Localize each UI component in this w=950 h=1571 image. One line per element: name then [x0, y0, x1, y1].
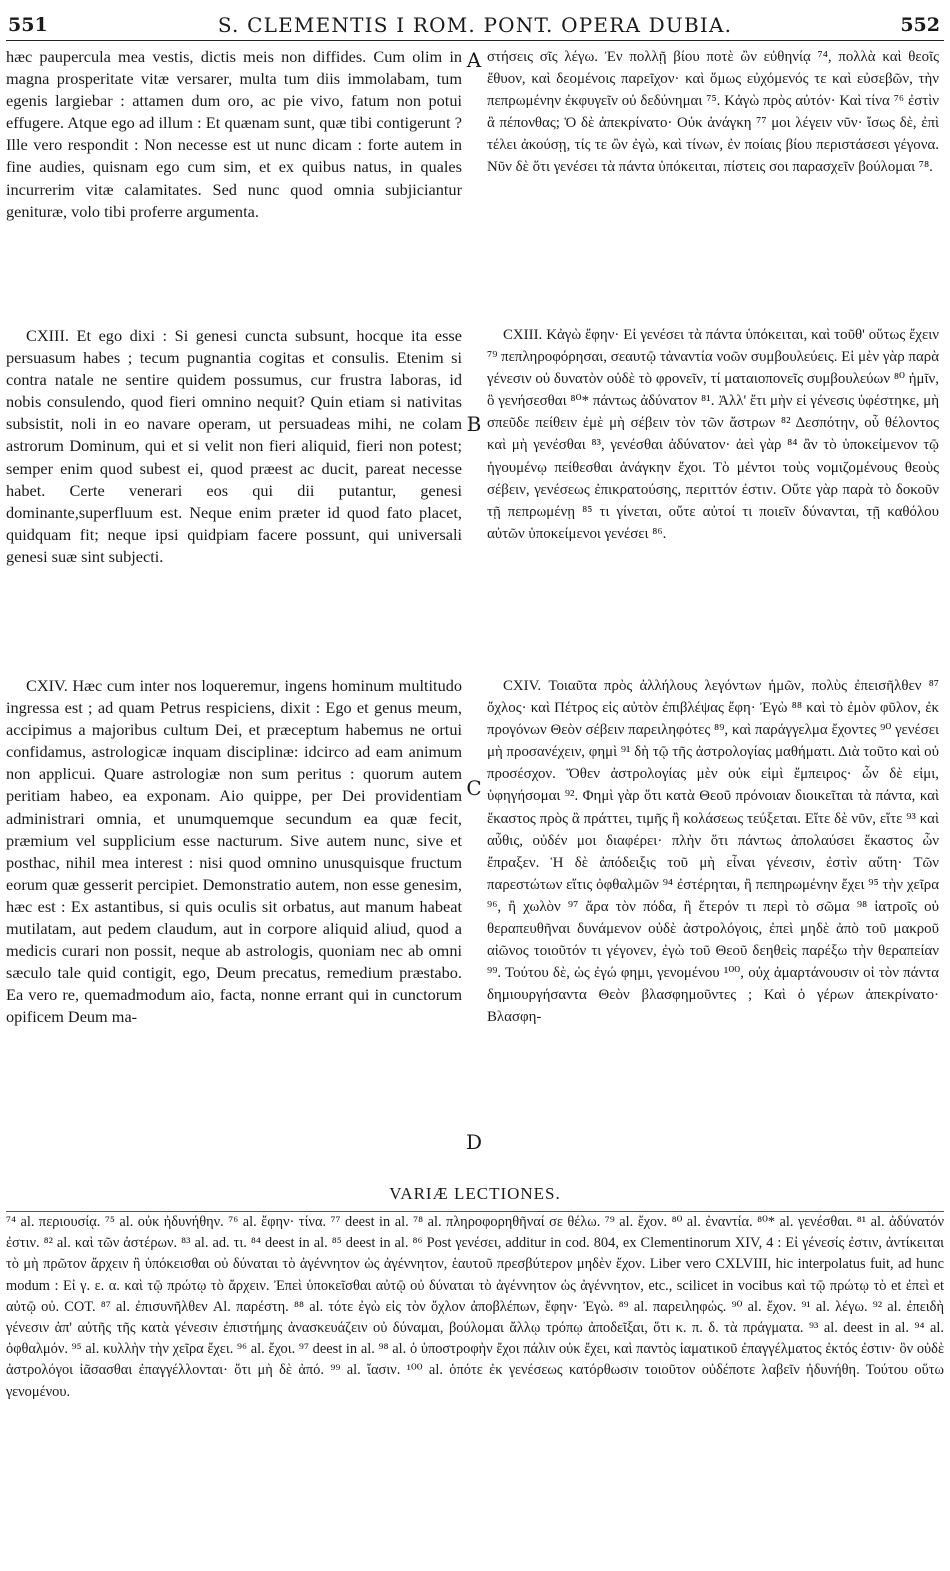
margin-letter-a: A — [466, 48, 482, 72]
variae-lectiones-title: VARIÆ LECTIONES. — [389, 1184, 561, 1203]
greek-section-cxiii: CXIII. Κἀγὼ ἔφην· Εἰ γενέσει τὰ πάντα ὑπόκειται, καὶ τοῦθ' οὕτως ἔχειν ⁷⁹ πεπληροφόρησαι, σεαυτῷ τἀναντία νοῶν συμβουλεύεις. Εἰ μὲν γὰρ παρὰ γένεσιν οὐ δυνατὸν οὐδὲ τὸ φρονεῖν, τί ματαιοπονεῖς συμβουλεύων ⁸⁰ ἡμῖν, ὃ γενήσεσθαι ⁸⁰* πάντως ἀδύνατον ⁸¹. Ἀλλ' ἔτι μὴν εἰ γένεσις ὑφέστηκε, μὴ σπεῦδε πείθειν ἐμὲ μὴ σέβειν τὸν τῶν ἄστρων ⁸² Δεσπότην, οὗ θέλοντος καὶ μὴ γενέσθαι ⁸³, γενέσθαι ἀδύνατον· ἀεὶ γὰρ ⁸⁴ ἂν τὸ ὑποκείμενον τῷ ἡγουμένῳ πείθεσθαι ἀνάγκην ἔχοι. Τὸ μέντοι τοὺς νομιζομένους θεοὺς σέβειν, γενέσεως ἐπικρατούσης, περιττόν ἐστιν. Οὔτε γὰρ παρὰ τὸ δοκοῦν τῇ πεπρωμένῃ ⁸⁵ τι γίνεται, οὔτε αὐτοί τι ποιεῖν δύνανται, τῇ καθόλου αὐτῶν ὑποκείμενοι γενέσει ⁸⁶. — [487, 327, 939, 542]
latin-section-cxiv: CXIV. Hæc cum inter nos loqueremur, ingens hominum multitudo ingressa est ; ad quam Petrus respiciens, dixit : Ego et genus meum, accipimus a majoribus cultum Dei, et præceptum habemus ne ortui confidamus, astrologicæ inquam disciplinæ: idcirco ad eam animum non applicui. Quare astrologiæ non sum peritus : quorum autem peritiam habeo, ea exponam. Aio quippe, per Dei providentiam administrari omnia, et unumquemque secundum ea quæ fecit, præmium vel supplicium esse nacturum. Sive autem nunc, sive et posthac, nihil mea interest : nisi quod omnino unusquisque fructum eorum quæ gesserit percipiet. Demonstratio autem, non esse genesim, hæc est : Ex astantibus, si quis oculis sit orbatus, aut manum habeat mutilatam, aut pedem claudum, aut in corpore aliquid aliud, quod a medicis curari non possit, neque ab astrologis, quoniam nec ab omni sæculo tale quid contigit, ego, Deum precatus, remedium præstabo. Ea vero re, quemadmodum aio, facta, nonne errant qui in cunctorum opificem Deum ma- — [6, 676, 462, 1027]
page-number-right: 552 — [900, 14, 940, 36]
latin-column — [6, 46, 462, 1042]
running-title: S. CLEMENTIS I ROM. PONT. OPERA DUBIA. — [217, 13, 733, 37]
greek-column — [487, 46, 939, 1042]
margin-letter-b: B — [466, 412, 482, 436]
greek-section-cxiv: CXIV. Τοιαῦτα πρὸς ἀλλήλους λεγόντων ἡμῶν, πολὺς ἐπεισῆλθεν ⁸⁷ ὄχλος· καὶ Πέτρος εἰς αὐτὸν ἐπιβλέψας ἔφη· Ἐγὼ ⁸⁸ καὶ τὸ ἐμὸν φῦλον, ἐκ προγόνων Θεὸν σέβειν παρειληφότες ⁸⁹, καὶ παράγγελμα ἔχοντες ⁹⁰ γενέσει μὴ προσανέχειν, φημὶ ⁹¹ δὴ τῷ τῆς ἀστρολογίας μαθήματι. Διὰ τοῦτο καὶ οὐ προσέσχον. Ὅθεν ἀστρολογίας μὲν οὐκ εἰμὶ ἔμπειρος· ὧν δὲ εἰμι, ὑφηγήσομαι ⁹². Φημὶ γὰρ ὅτι κατὰ Θεοῦ πρόνοιαν διοικεῖται τὰ πάντα, καὶ ἕκαστος πρὸς ἃ πράττει, τιμῆς ἢ κολάσεως τεύξεται. Εἴτε δὲ νῦν, εἴτε ⁹³ καὶ αὖθις, οὐδέν μοι διαφέρει· πλὴν ὅτι πάντως ἀπολαύσει ἕκαστος ὧν ἔπραξεν. Ἡ δὲ ἀπόδειξις τοῦ μὴ εἶναι γένεσιν, ἐστὶν αὕτη· Τῶν παρεστώτων εἴτις ὀφθαλμῶν ⁹⁴ ἐστέρηται, ἢ πεπηρωμένην ἔχει ⁹⁵ τὴν χεῖρα ⁹⁶, ἢ χωλὸν ⁹⁷ ἄρα τὸν πόδα, ἢ ἕτερόν τι περὶ τὸ σῶμα ⁹⁸ ἰατροῖς οὐ θεραπευθῆναι δυνάμενον οὐδὲ ἀστρολόγοις, ἐπεὶ μηδὲ ἀπὸ τοῦ μακροῦ αἰῶνος τοιοῦτόν τι γέγονεν, ἐγὼ τοῦ Θεοῦ δεηθεὶς παρέξω τὴν θεραπείαν ⁹⁹. Τούτου δὲ, ὡς ἐγώ φημι, γενομένου ¹⁰⁰, οὐχ ἁμαρτάνουσιν οἱ τὸν πάντα δημιουργήσαντα Θεὸν βλασφημοῦντες ; Καὶ ὁ γέρων ἀπεκρίνατο· Βλασφη- — [487, 678, 939, 1026]
page-header — [6, 4, 944, 41]
page-number-left: 551 — [8, 14, 48, 36]
margin-letter-c: C — [466, 776, 482, 800]
latin-section-cxiii: CXIII. Et ego dixi : Si genesi cuncta subsunt, hocque ita esse persuasum habes ; tecum pugnantia cogitas et consulis. Etenim si contra natale ne sentire quidem possumus, cur frustra laboras, id nobis consulendo, quod fieri omnino nequit? Quin etiam si nativitas subsistit, noli in eo navare operam, ut persuadeas mihi, ne colam astrorum Dominum, qui et si velit non fieri aliquid, fieri non potest; semper enim quod subest ei, quod præest ac ducit, pareat necesse habet. Certe venerari eos qui dii putantur, genesi dominante,superfluum est. Neque enim præter id quod fato placet, quidquam fit; neque ipsi quidpiam facere possunt, qui universali genesi suæ sint subjecti. — [6, 326, 462, 566]
latin-paragraph-continuation: hæc paupercula mea vestis, dictis meis non diffides. Cum olim in magna prosperitate vitæ versarer, multa tum diis immolabam, tum egenis largiebar : attamen dum oro, ac pie vivo, fatum non potui effugere. Atque ego ad illum : Et quænam sunt, quæ tibi contigerunt ? Ille vero respondit : Non necesse est ut nunc dicam : forte autem in fine audies, quisnam ego cum sim, et ex quibus natus, in quales incurrerim vitæ calamitates. Sed nunc quod omnia subjiciantur genituræ, volo tibi proferre argumenta. — [6, 47, 462, 221]
variae-lectiones-notes: ⁷⁴ al. περιουσίᾳ. ⁷⁵ al. οὐκ ἠδυνήθην. ⁷⁶ al. ἔφην· τίνα. ⁷⁷ deest in al. ⁷⁸ al. πληροφορηθῆναί σε θέλω. ⁷⁹ al. ἔχον. ⁸⁰ al. ἐναντία. ⁸⁰* al. γενέσθαι. ⁸¹ al. ἀδύνατόν ἐστιν. ⁸² al. καὶ τῶν ἀστέρων. ⁸³ al. ad. τι. ⁸⁴ deest in al. ⁸⁵ deest in al. ⁸⁶ Post γενέσει, additur in cod. 804, ex Clementinorum XIV, 4 : Εἰ γένεσίς ἐστιν, ἀντίκειται τὸ μὴ πρῶτον ἄρχειν ἢ ὑπόκεισθαι οὐ δύναται τὸ ἀγέννητον ὡς ἀγέννητον, ἑαυτοῦ πρεσβύτερον μηδὲν ἔχον. Liber vero CXLVIII, hic interpolatus fuit, ad hunc modum : Εἰ γ. ε. α. καὶ τῷ πρώτῳ τὸ ἄρχειν. Ἐπεὶ ὑποκεῖσθαι αὐτῷ οὐ δύναται τὸ ἀγέννητον ὡς ἀγέννητον, etc., scilicet in vocibus καὶ τῷ πρώτῳ τὸ et ἐπεὶ et αὐτῷ οὐ. COT. ⁸⁷ al. ἐπισυνῆλθεν Al. παρέστη. ⁸⁸ al. τότε ἐγὼ εἰς τὸν ὄχλον ἀποβλέπων, ἔφην· Ἐγὼ. ⁸⁹ al. παρειληφώς. ⁹⁰ al. ἔχον. ⁹¹ al. λέγω. ⁹² al. ἐπειδὴ γένεσιν ἀπ' αὐτῆς τῆς κατὰ γένεσιν ἐπιστήμης ἀνασκευάζειν οὐ δύναμαι, βούλομαι ἄλλῳ τρόπῳ ἀποδεῖξαι, ὅτι κ. π. δ. τὰ πράγματα. ⁹³ al. deest in al. ⁹⁴ al. ὀφθαλμόν. ⁹⁵ al. κυλλὴν τὴν χεῖρα ἔχει. ⁹⁶ al. ἔχοι. ⁹⁷ deest in al. ⁹⁸ al. ὁ ὑποστροφὴν ἔχοι πάλιν οὐκ ἔχει, καὶ παντὸς ἰαματικοῦ ἐπαγγέλματος ἐκτός ἐστιν· ὃν οὐδὲ ἀστρολόγοι ἰᾶσασθαι ἐπαγγέλλονται· ὅτι μὴ δὲ ἀπό. ⁹⁹ al. ἴασιν. ¹⁰⁰ al. ὁπότε ἐκ γενέσεως κατόρθωσιν τοιοῦτον οὐδέποτε λαβεῖν ἠδυνήθη. Τούτου οὕτω γενομένου. — [6, 1214, 944, 1400]
greek-paragraph-continuation: στήσεις σῖς λέγω. Ἐν πολλῇ βίου ποτὲ ὢν εὐθηνίᾳ ⁷⁴, πολλὰ καὶ θεοῖς ἔθυον, καὶ δεομένοις παρεῖχον· καὶ ὅμως εὐχόμενός τε καὶ εὐσεβῶν, τὴν πεπρωμένην ἐκφυγεῖν οὐ δεδύνημαι ⁷⁵. Κἀγὼ πρὸς αὐτόν· Καὶ τίνα ⁷⁶ ἐστὶν ἃ πέπονθας; Ὁ δὲ ἀπεκρίνατο· Οὐκ ἀνάγκη ⁷⁷ μοι λέγειν νῦν· ἴσως δὲ, ἐπὶ τέλει ἀκούσῃ, τίς τε ὢν ἐγὼ, καὶ τίνων, ἐν ποίαις βίου περιστάσεσι γέγονα. Νῦν δὲ ὅτι γενέσει τὰ πάντα ὑπόκειται, πίστεις σοι παρασχεῖν βούλομαι ⁷⁸. — [487, 49, 939, 176]
margin-letter-d: D — [465, 1130, 483, 1154]
